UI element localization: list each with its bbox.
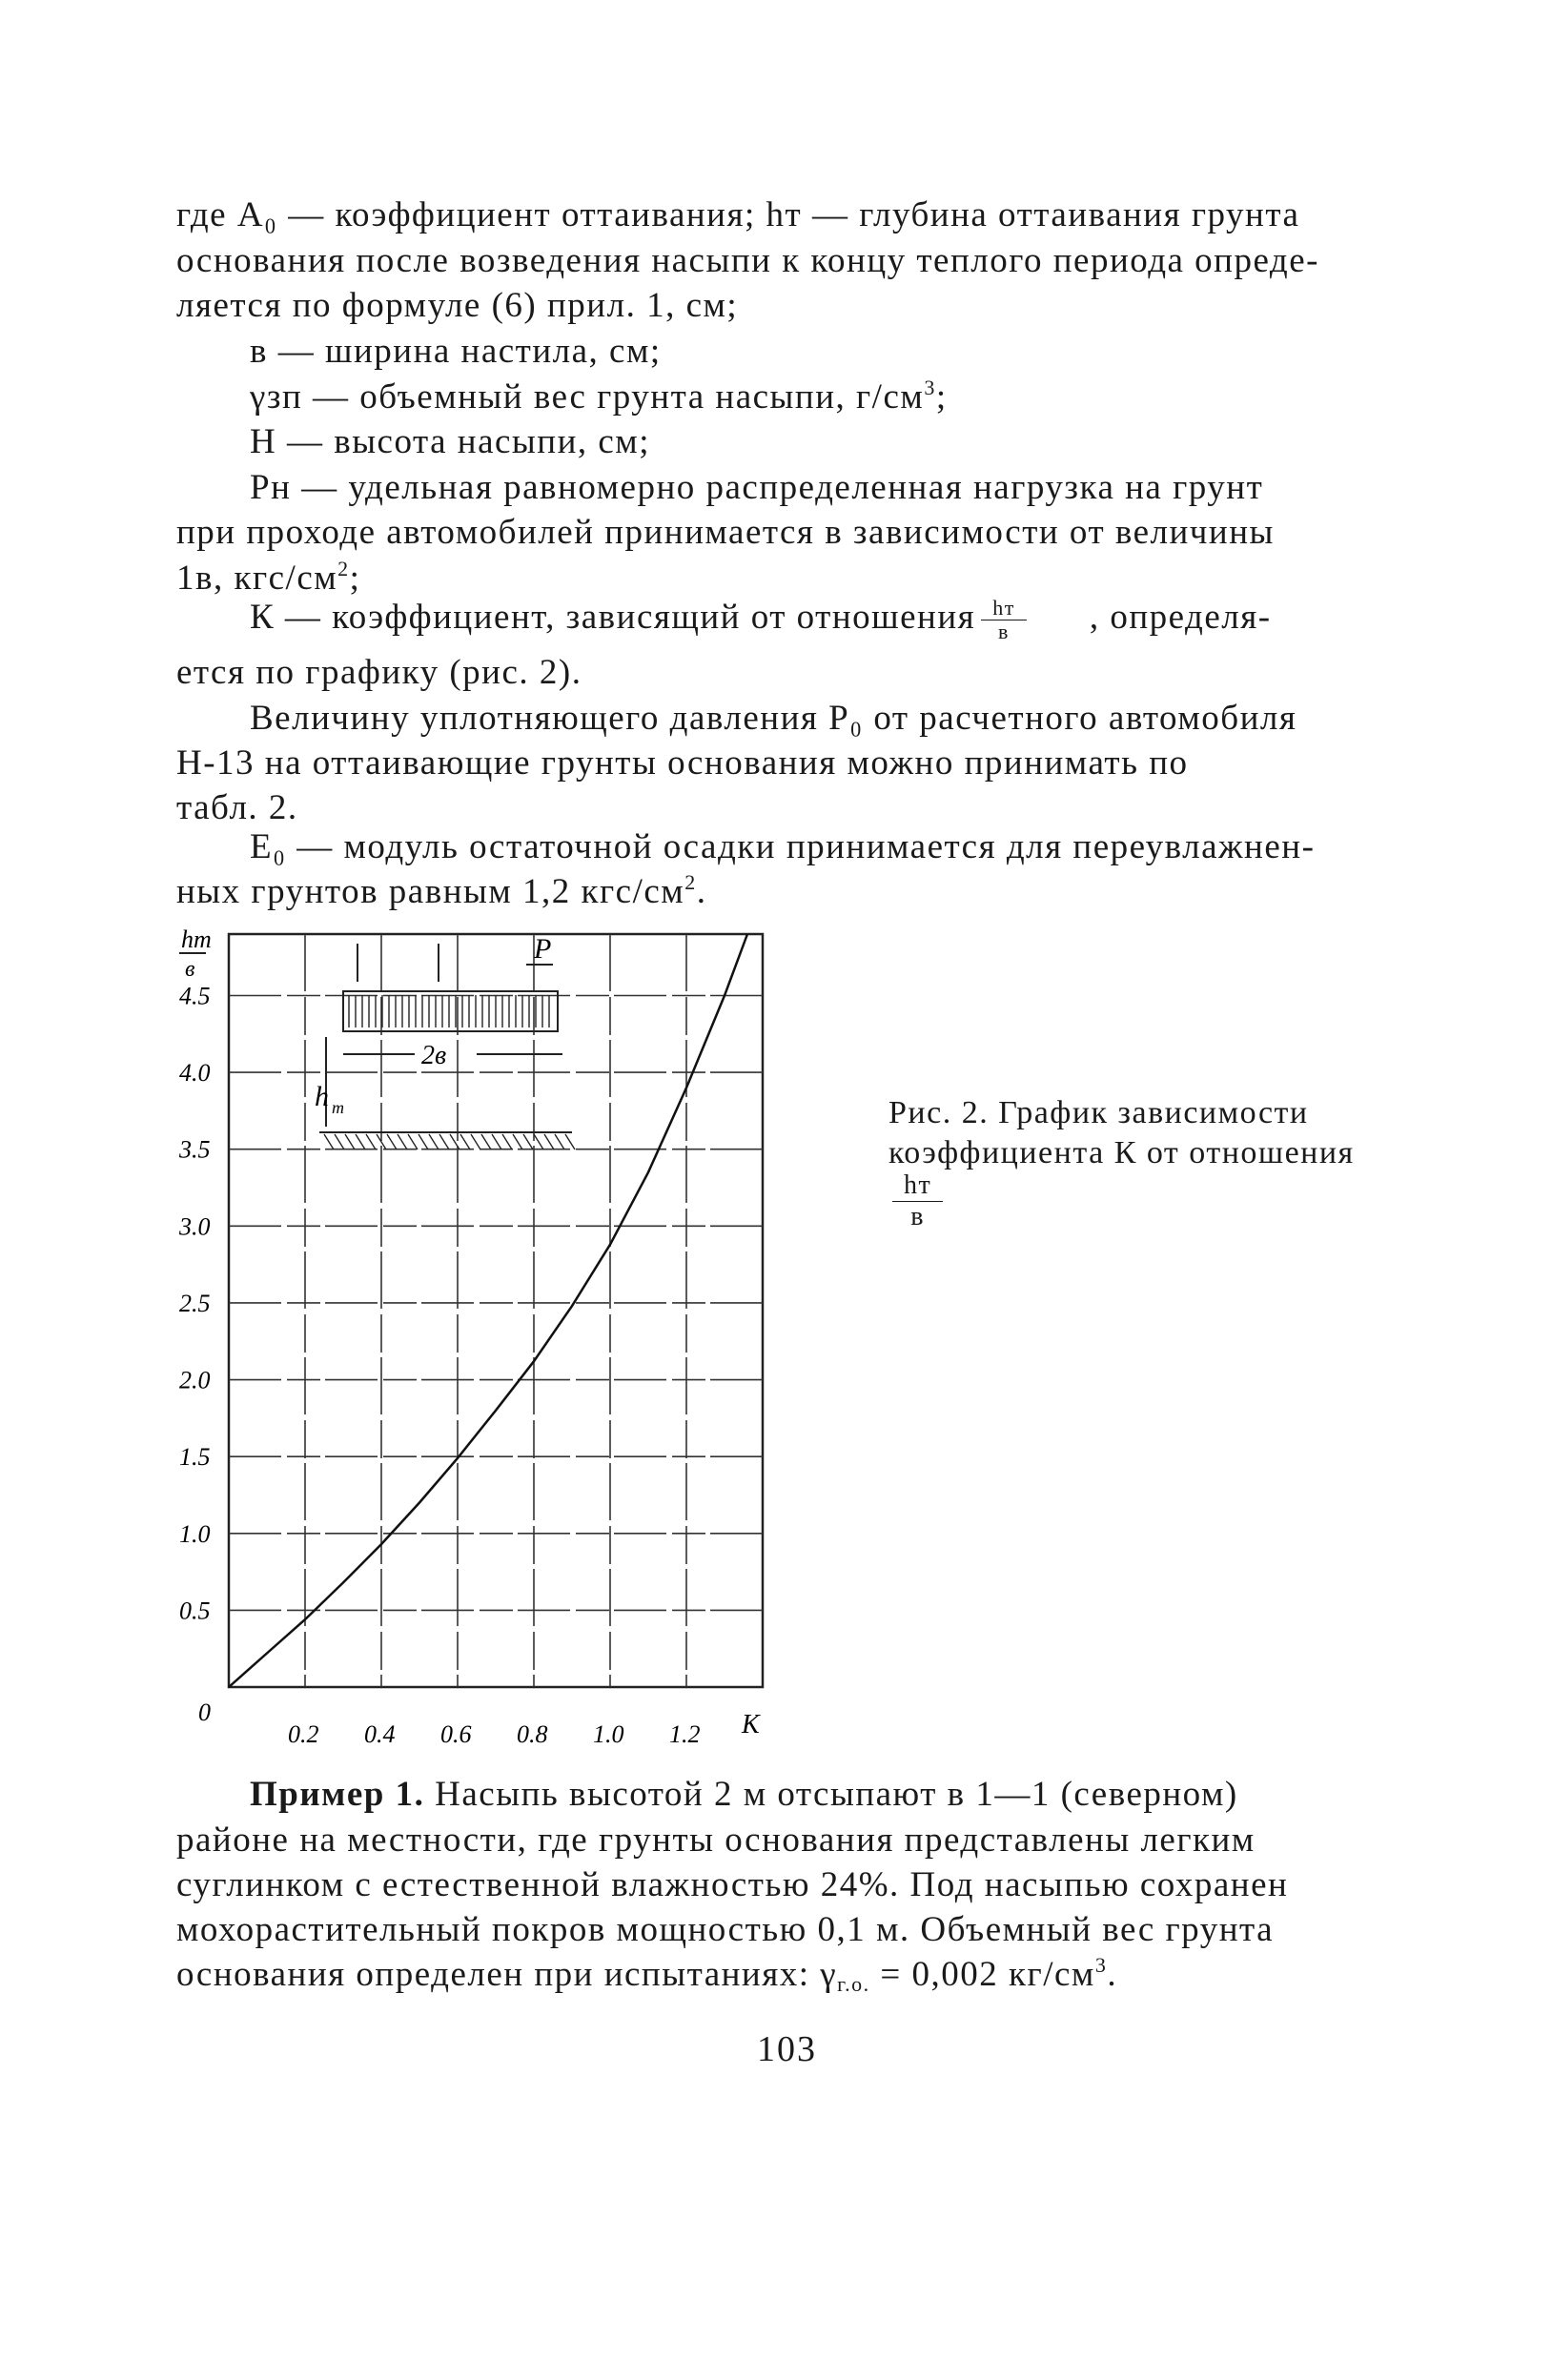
text-span: Насыпь высотой 2 м отсыпают в 1—1 (северном) — [424, 1775, 1238, 1814]
text-span: γзп — объемный вес грунта насыпи, г/см — [250, 377, 925, 417]
x-tick-label: 1.0 — [593, 1720, 624, 1748]
ground-hatching — [324, 1134, 575, 1149]
figure-caption-line: Рис. 2. График зависимости — [888, 1095, 1309, 1130]
text-span: основания определен при испытаниях: γ — [176, 1955, 838, 1994]
text-line: Н-13 на оттаивающие грунты основания можно принимать по — [176, 743, 1189, 783]
y-axis-ticks — [178, 982, 211, 1624]
ground-stroke — [345, 1134, 355, 1149]
text-span: , определя- — [1089, 597, 1272, 637]
y-tick-label: 3.0 — [179, 1212, 211, 1241]
y-tick-label: 2.0 — [179, 1366, 211, 1394]
text-line — [250, 377, 948, 417]
ground-stroke — [513, 1134, 522, 1149]
ground-stroke — [324, 1134, 334, 1149]
load-hatching — [349, 995, 549, 1027]
text-line: при проходе автомобилей принимается в зависимости от величины — [176, 513, 1275, 552]
x-tick-label: 0.2 — [288, 1720, 319, 1748]
text-line: ляется по формуле (6) прил. 1, см; — [176, 286, 739, 325]
text-line — [176, 559, 360, 599]
plot-frame — [229, 934, 763, 1687]
text-span: К — коэффициент, зависящий от отношения — [250, 597, 976, 637]
dimension-label-2b: 2в — [421, 1041, 447, 1070]
ground-stroke — [429, 1134, 439, 1149]
text-span: ; — [349, 559, 361, 598]
x-axis-label: K — [742, 1710, 760, 1739]
ground-stroke — [471, 1134, 480, 1149]
text-line: табл. 2. — [176, 788, 298, 827]
fraction — [892, 1170, 943, 1232]
text-line: в — ширина настила, см; — [250, 332, 662, 371]
ground-stroke — [408, 1134, 418, 1149]
text-span: ных грунтов равным 1,2 кгс/см — [176, 872, 685, 911]
fraction-denominator: в — [998, 620, 1010, 643]
chart-grid — [229, 934, 763, 1687]
x-tick-label: 0.8 — [517, 1720, 548, 1748]
y-tick-label: 1.5 — [179, 1443, 211, 1472]
x-tick-label: 1.2 — [669, 1720, 701, 1748]
ground-stroke — [387, 1134, 397, 1149]
x-tick-label: 0.6 — [440, 1720, 472, 1748]
ground-stroke — [356, 1134, 365, 1149]
example-line — [176, 1955, 1117, 1995]
fraction-numerator: hт — [981, 597, 1027, 620]
ground-stroke — [544, 1134, 554, 1149]
superscript: 3 — [1094, 1953, 1108, 1977]
ground-stroke — [523, 1134, 533, 1149]
ground-stroke — [335, 1134, 344, 1149]
text-line: основания после возведения насыпи к концу теплого периода опреде- — [176, 241, 1319, 280]
text-span: ; — [935, 377, 948, 417]
y-label-numerator: hт — [181, 926, 212, 953]
ground-stroke — [534, 1134, 543, 1149]
superscript: 2 — [337, 557, 350, 580]
text-line — [250, 597, 1272, 643]
y-label-denominator: в — [185, 957, 195, 982]
y-axis-label — [179, 926, 212, 982]
y-tick-label: 1.0 — [179, 1519, 211, 1548]
text-line — [176, 872, 706, 912]
y-tick-label: 4.5 — [179, 982, 211, 1010]
ground-stroke — [492, 1134, 501, 1149]
text-line — [176, 195, 1387, 235]
x-tick-label: 0 — [198, 1699, 211, 1726]
page-number: 103 — [757, 2029, 817, 2069]
depth-label-h: h — [315, 1081, 329, 1112]
example-title: Пример 1. — [250, 1775, 425, 1814]
example-line: суглинком с естественной влажностью 24%. Под насыпью сохранен — [176, 1865, 1289, 1904]
figure-caption-fraction — [892, 1170, 943, 1232]
ground-stroke — [398, 1134, 407, 1149]
text-span: где А₀ — коэффициент оттаивания; hт — глубина оттаивания грунта — [176, 195, 1300, 234]
ground-stroke — [439, 1134, 449, 1149]
text-span: = 0,002 кг/см — [869, 1955, 1095, 1994]
text-span: . — [1107, 1955, 1118, 1994]
text-span: 1в, кгс/см — [176, 559, 338, 598]
fraction-denominator: в — [910, 1202, 925, 1231]
ground-stroke — [555, 1134, 564, 1149]
superscript: 3 — [924, 376, 936, 399]
text-line: Н — высота насыпи, см; — [250, 422, 651, 461]
text-line: Величину уплотняющего давления Р₀ от расчетного автомобиля — [250, 699, 1297, 738]
ground-stroke — [460, 1134, 470, 1149]
ground-stroke — [419, 1134, 428, 1149]
ground-stroke — [481, 1134, 491, 1149]
superscript: 2 — [684, 870, 697, 894]
depth-label-sub: т — [332, 1098, 344, 1117]
text-span: . — [696, 872, 707, 911]
figure-caption-line: коэффициента К от отношения — [888, 1135, 1355, 1170]
ground-stroke — [565, 1134, 575, 1149]
y-tick-label: 2.5 — [179, 1289, 211, 1317]
k-curve-line — [229, 934, 747, 1687]
y-tick-label: 3.5 — [179, 1135, 211, 1164]
example-line: районе на местности, где грунты основания представлены легким — [176, 1821, 1256, 1860]
example-line: мохорастительный покров мощностью 0,1 м. Объемный вес грунта — [176, 1910, 1275, 1949]
load-label-p: P — [534, 933, 552, 965]
example-line — [250, 1775, 1238, 1815]
fraction-numerator: hт — [892, 1170, 943, 1202]
subscript: г.о. — [837, 1972, 870, 1996]
ground-stroke — [366, 1134, 376, 1149]
fraction — [981, 597, 1027, 643]
k-ratio-chart — [172, 915, 801, 1754]
y-tick-label: 0.5 — [179, 1597, 211, 1625]
text-line: ется по графику (рис. 2). — [176, 653, 582, 692]
x-tick-label: 0.4 — [364, 1720, 396, 1748]
text-line: Рн — удельная равномерно распределенная нагрузка на грунт — [250, 468, 1264, 507]
ground-stroke — [502, 1134, 512, 1149]
y-tick-label: 4.0 — [179, 1059, 211, 1088]
text-line: Е₀ — модуль остаточной осадки принимается для переувлажнен- — [250, 827, 1316, 866]
load-diagram-inset — [315, 933, 575, 1149]
x-axis-ticks — [198, 1699, 701, 1748]
